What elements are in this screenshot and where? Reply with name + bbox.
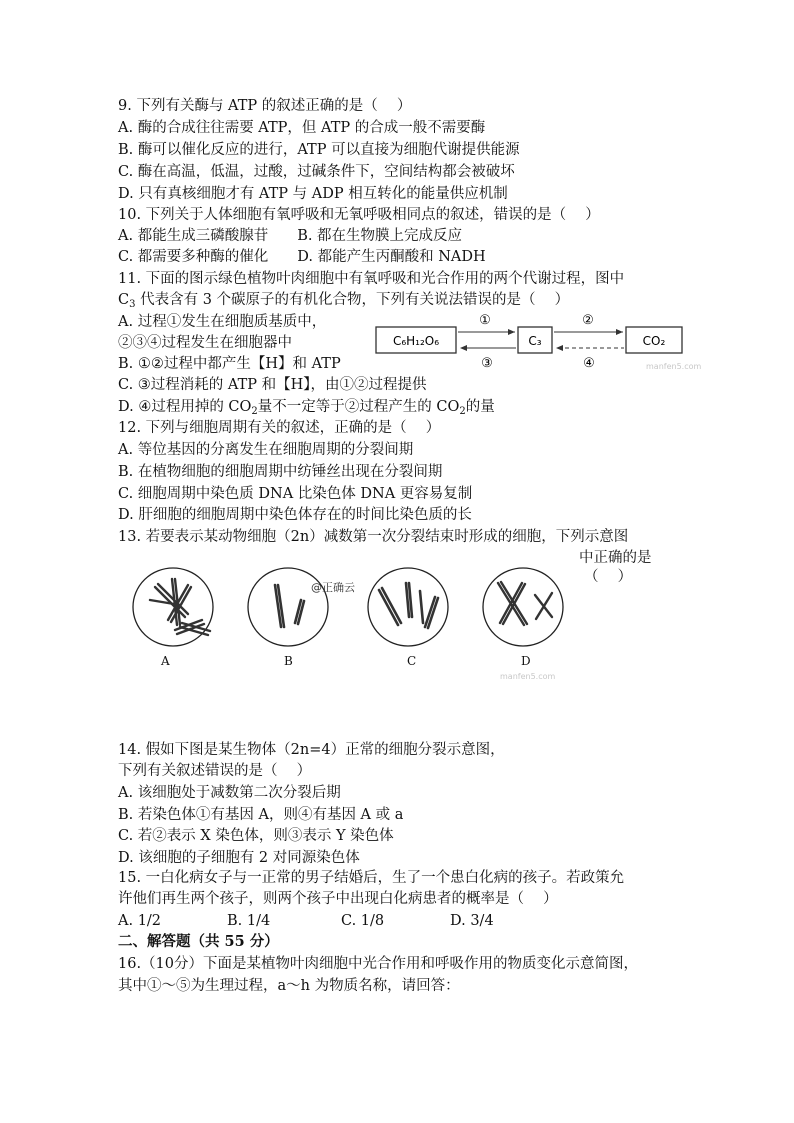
q12-stem: 12. 下列与细胞周期有关的叙述，正确的是（ ）	[118, 420, 441, 436]
q15-option-d: D. 3/4	[450, 913, 494, 929]
q15-stem-line2: 许他们再生两个孩子，则两个孩子中出现白化病患者的概率是（ ）	[118, 891, 558, 907]
q12-option-c: C. 细胞周期中染色质 DNA 比染色体 DNA 更容易复制	[118, 486, 473, 502]
process-2-label: ②	[582, 313, 594, 328]
q11-option-c: C. ③过程消耗的 ATP 和【H】，由①②过程提供	[118, 377, 427, 393]
q13-stem-line2: 中正确的是	[579, 550, 652, 566]
q9-option-a: A. 酶的合成往往需要 ATP，但 ATP 的合成一般不需要酶	[118, 120, 486, 136]
q14-option-c: C. 若②表示 X 染色体，则③表示 Y 染色体	[118, 828, 394, 844]
q9-stem: 9. 下列有关酶与 ATP 的叙述正确的是（ ）	[118, 98, 412, 114]
q14-option-a: A. 该细胞处于减数第二次分裂后期	[118, 785, 341, 801]
q12-option-b: B. 在植物细胞的细胞周期中纺锤丝出现在分裂间期	[118, 464, 443, 480]
co2-box-label: CO₂	[642, 334, 666, 348]
arrow-2-head	[616, 329, 623, 335]
q15-stem-line1: 15. 一白化病女子与一正常的男子结婚后，生了一个患白化病的孩子。若政策允	[118, 870, 625, 886]
q11-stem-line2: $C_3$ 代表含有 3 个碳原子的有机化合物，下列有关说法错误的是（ ）	[118, 292, 570, 310]
glucose-box-label: C₆H₁₂O₆	[392, 334, 440, 348]
q13-cell-a	[130, 565, 220, 650]
q13-stamp: @正确云	[311, 581, 355, 594]
q11-option-d: D. ④过程用掉的 $CO_2$量不一定等于②过程产生的 $CO_2$的量	[118, 399, 495, 417]
q16-stem-line1: 16.（10分）下面是某植物叶肉细胞中光合作用和呼吸作用的物质变化示意简图，	[118, 956, 639, 972]
watermark-1: manfen5.com	[646, 362, 702, 371]
q13-cell-d	[480, 565, 570, 650]
q14-stem-line2: 下列有关叙述错误的是（ ）	[118, 763, 312, 779]
q11-stem-line1: 11. 下面的图示绿色植物叶肉细胞中有氧呼吸和光合作用的两个代谢过程，图中	[118, 271, 625, 287]
arrow-1-head	[508, 329, 515, 335]
q11-option-b: B. ①②过程中都产生【H】和 ATP	[118, 356, 341, 372]
q13-stem: 13. 若要表示某动物细胞（2n）减数第一次分裂结束时形成的细胞，下列示意图	[118, 529, 629, 545]
arrow-3-head	[460, 345, 467, 351]
q9-option-b: B. 酶可以催化反应的进行，ATP 可以直接为细胞代谢提供能源	[118, 142, 520, 158]
q15-option-a: A. 1/2	[118, 913, 162, 929]
process-4-label: ④	[583, 356, 595, 371]
q15-option-c: C. 1/8	[341, 913, 385, 929]
q13-cell-c	[365, 565, 455, 650]
q14-option-d: D. 该细胞的子细胞有 2 对同源染色体	[118, 850, 360, 866]
q9-option-d: D. 只有真核细胞才有 ATP 与 ADP 相互转化的能量供应机制	[118, 186, 508, 202]
q16-stem-line2: 其中①～⑤为生理过程，a～h 为物质名称，请回答：	[118, 978, 460, 994]
q12-option-a: A. 等位基因的分离发生在细胞周期的分裂间期	[118, 442, 414, 458]
q14-stem-line1: 14. 假如下图是某生物体（2n=4）正常的细胞分裂示意图，	[118, 742, 505, 758]
q13-label-c: C	[407, 654, 417, 668]
q11-option-a-line1: A. 过程①发生在细胞质基质中，	[118, 314, 327, 330]
q10-stem: 10. 下列关于人体细胞有氧呼吸和无氧呼吸相同点的叙述，错误的是（ ）	[118, 207, 600, 223]
q13-label-d: D	[521, 654, 531, 668]
q10-options-ab: A. 都能生成三磷酸腺苷 B. 都在生物膜上完成反应	[118, 228, 463, 244]
q12-option-d: D. 肝细胞的细胞周期中染色体存在的时间比染色质的长	[118, 507, 472, 523]
q11-option-a-line2: ②③④过程发生在细胞器中	[118, 335, 292, 351]
q11-pathway-diagram	[372, 310, 692, 376]
q9-option-c: C. 酶在高温，低温，过酸，过碱条件下，空间结构都会被破坏	[118, 164, 515, 180]
process-3-label: ③	[481, 356, 493, 371]
process-1-label: ①	[479, 313, 491, 328]
q13-cell-b	[245, 565, 335, 650]
q13-label-a: A	[161, 654, 170, 668]
arrow-4-head	[556, 345, 563, 351]
q10-options-cd: C. 都需要多种酶的催化 D. 都能产生丙酮酸和 NADH	[118, 249, 486, 265]
watermark-2: manfen5.com	[500, 672, 556, 681]
q13-answer-paren: （ ）	[584, 569, 633, 585]
q13-label-b: B	[284, 654, 293, 668]
q14-option-b: B. 若染色体①有基因 A，则④有基因 A 或 a	[118, 807, 404, 823]
c3-box-label: C₃	[528, 334, 542, 348]
q15-option-b: B. 1/4	[227, 913, 271, 929]
section-2-title: 二、解答题（共 55 分）	[118, 933, 279, 950]
